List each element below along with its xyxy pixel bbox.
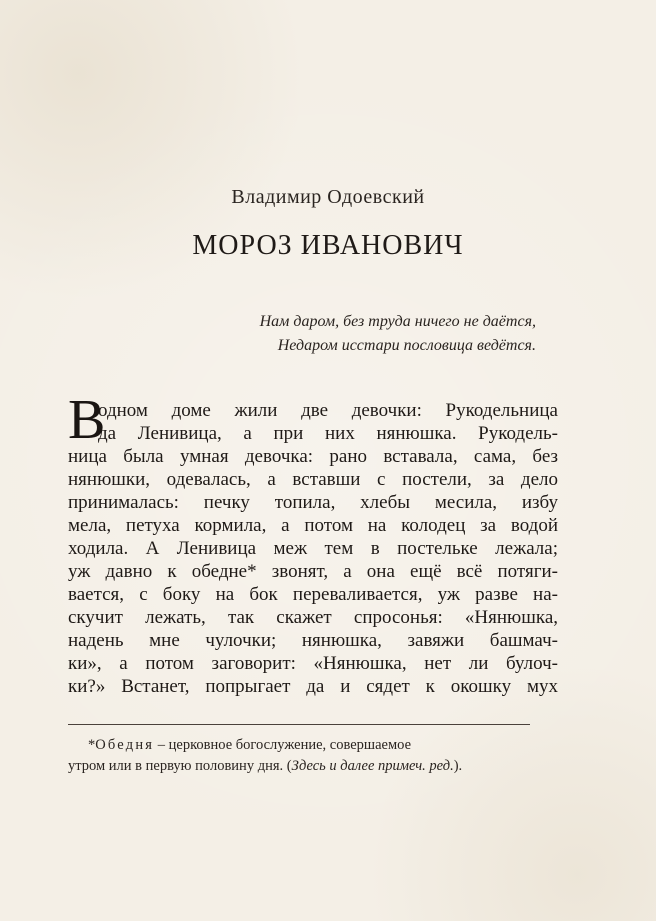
footnote-line (68, 756, 530, 777)
author-name: Владимир Одоевский (231, 186, 425, 208)
text-line: вается, с боку на бок переваливается, уж разве на- (68, 584, 558, 605)
footnote-line (68, 735, 530, 756)
epigraph-line: Недаром исстари пословица ведётся. (277, 337, 536, 354)
epigraph-line: Нам даром, без труда ничего не даётся, (259, 313, 536, 330)
footnote-term: Обедня (95, 737, 155, 753)
footnote-divider (68, 724, 530, 725)
footnote-text: утром или в первую половину дня. ( (68, 758, 292, 774)
text-line: скучит лежать, так скажет спросонья: «Нянюшка, (68, 607, 558, 628)
text-line: мела, петуха кормила, а потом на колодец за водой (68, 515, 558, 536)
text-line: принималась: печку топила, хлебы месила, избу (68, 492, 558, 513)
text-line: ходила. А Ленивица меж тем в постельке лежала; (68, 538, 558, 559)
drop-cap: В (68, 389, 106, 451)
footnote-definition: – церковное богослужение, совершаемое (154, 737, 412, 753)
text-line: ница была умная девочка: рано вставала, сама, без (68, 446, 558, 467)
text-line: да Ленивица, а при них нянюшка. Рукодель- (98, 423, 558, 444)
text-line: ки», а потом заговорит: «Нянюшка, нет ли булоч- (68, 653, 558, 674)
footnote-marker: * (88, 737, 96, 753)
footnote (68, 735, 530, 777)
text-line: надень мне чулочки; нянюшка, завяжи башмач- (68, 630, 558, 651)
text-line: ки?» Встанет, попрыгает да и сядет к окошку мух (68, 676, 558, 697)
text-line: одном доме жили две девочки: Рукодельница (98, 400, 558, 421)
editor-note: Здесь и далее примеч. ред. (291, 758, 454, 774)
footnote-end: ). (453, 758, 463, 774)
text-line: нянюшки, одевалась, а вставши с постели, за дело (68, 469, 558, 490)
story-title: МОРОЗ ИВАНОВИЧ (192, 230, 464, 261)
text-line: уж давно к обедне* звонят, а она ещё всё потяги- (68, 561, 558, 582)
story-text (68, 389, 558, 698)
epigraph (260, 310, 536, 358)
